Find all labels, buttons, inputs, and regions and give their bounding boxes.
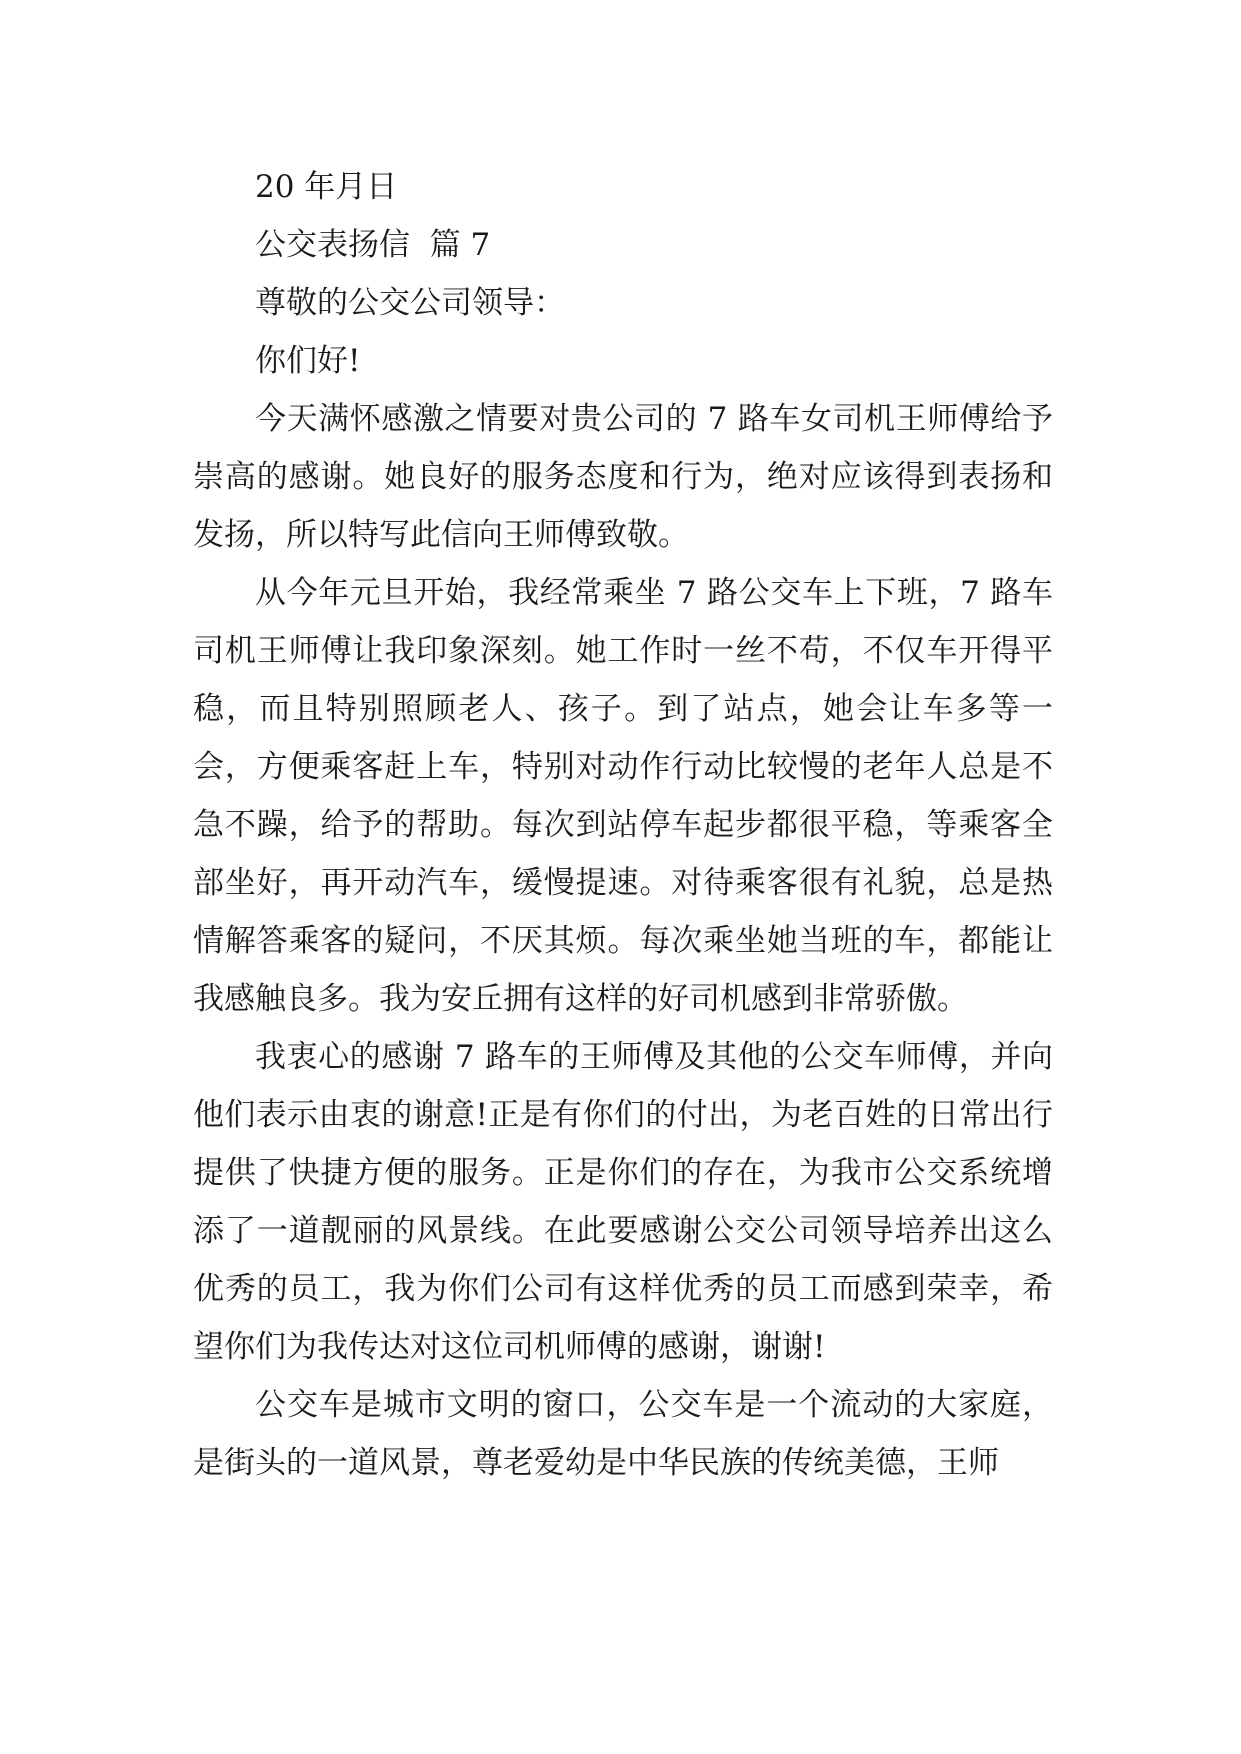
date-line: 20 年月日 <box>255 169 398 205</box>
paragraph: 公交车是城市文明的窗口，公交车是一个流动的大家庭，是街头的一道风景，尊老爱幼是中华民族的传统美德，王师 <box>193 1387 1053 1481</box>
greeting: 你们好! <box>255 343 361 379</box>
letter-body <box>193 158 1053 1492</box>
paragraph: 从今年元旦开始，我经常乘坐 7 路公交车上下班，7 路车司机王师傅让我印象深刻。她工作时一丝不苟，不仅车开得平稳，而且特别照顾老人、孩子。到了站点，她会让车多等一会，方便乘客赶上车，特别对动作行动比较慢的老年人总是不急不躁，给予的帮助。每次到站停车起步都很平稳，等乘客全部坐好，再开动汽车，缓慢提速。对待乘客很有礼貌，总是热情解答乘客的疑问，不厌其烦。每次乘坐她当班的车，都能让我感触良多。我为安丘拥有这样的好司机感到非常骄傲。 <box>193 575 1053 1017</box>
salutation: 尊敬的公交公司领导： <box>255 285 565 321</box>
paragraph: 我衷心的感谢 7 路车的王师傅及其他的公交车师傅，并向他们表示由衷的谢意!正是有你们的付出，为老百姓的日常出行提供了快捷方便的服务。正是你们的存在，为我市公交系统增添了一道靓丽的风景线。在此要感谢公交公司领导培养出这么优秀的员工，我为你们公司有这样优秀的员工而感到荣幸，希望你们为我传达对这位司机师傅的感谢，谢谢! <box>193 1039 1053 1365</box>
letter-heading: 公交表扬信 篇 7 <box>255 227 491 263</box>
paragraph: 今天满怀感激之情要对贵公司的 7 路车女司机王师傅给予崇高的感谢。她良好的服务态度和行为，绝对应该得到表扬和发扬，所以特写此信向王师傅致敬。 <box>193 401 1053 553</box>
